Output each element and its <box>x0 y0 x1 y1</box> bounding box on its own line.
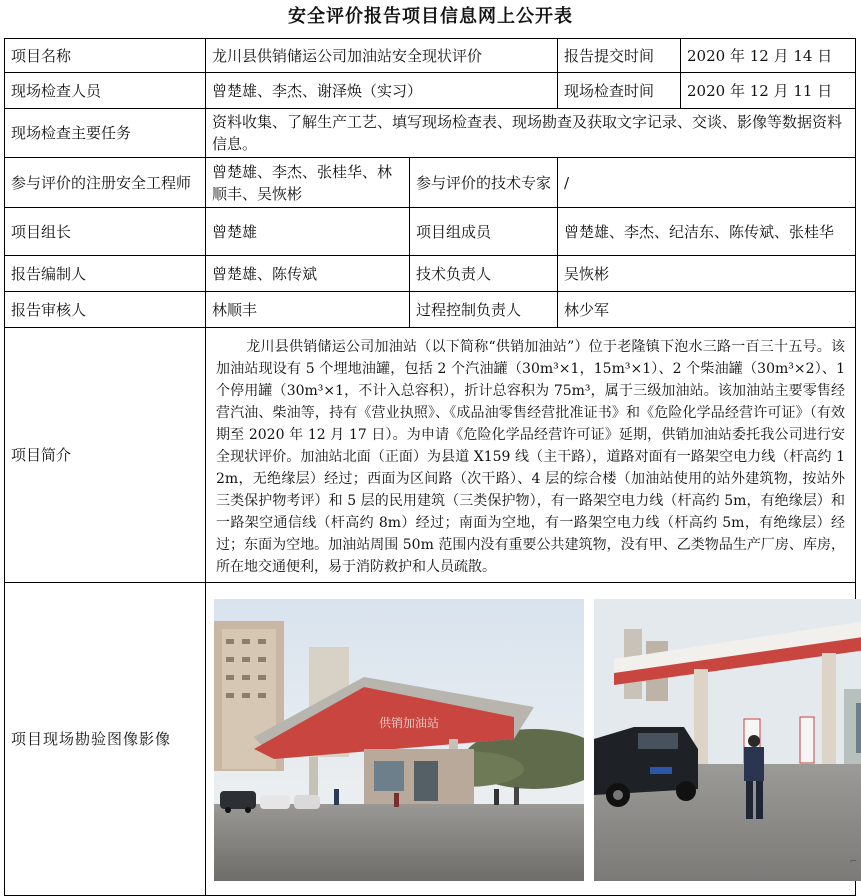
corner-mark: ⌐ <box>849 857 857 867</box>
reviewer-value: 林顺丰 <box>206 292 410 328</box>
site-photo-exterior <box>214 599 584 881</box>
row-author <box>5 256 856 292</box>
project-name-label: 项目名称 <box>5 39 206 73</box>
engineers-value: 曾楚雄、李杰、张桂华、林顺丰、吴恢彬 <box>206 158 410 208</box>
inspectors-value: 曾楚雄、李杰、谢泽焕（实习） <box>206 73 558 109</box>
submit-time-value: 2020 年 12 月 14 日 <box>681 39 856 73</box>
process-label: 过程控制负责人 <box>410 292 558 328</box>
exterior-photo-drawing <box>214 599 584 881</box>
tech-label: 技术负责人 <box>410 256 558 292</box>
forecourt-photo-drawing <box>594 599 861 881</box>
row-tasks <box>5 109 856 158</box>
members-label: 项目组成员 <box>410 208 558 256</box>
intro-text <box>206 328 856 583</box>
row-engineers <box>5 158 856 208</box>
photos-cell <box>206 583 856 896</box>
row-intro <box>5 328 856 583</box>
row-leader <box>5 208 856 256</box>
inspect-time-label: 现场检查时间 <box>558 73 681 109</box>
tech-value: 吴恢彬 <box>558 256 856 292</box>
page-title: 安全评价报告项目信息网上公开表 <box>288 6 573 27</box>
inspect-time-value: 2020 年 12 月 11 日 <box>681 73 856 109</box>
leader-label: 项目组长 <box>5 208 206 256</box>
intro-label: 项目简介 <box>5 328 206 583</box>
author-label: 报告编制人 <box>5 256 206 292</box>
tasks-value: 资料收集、了解生产工艺、填写现场检查表、现场勘查及获取文字记录、交谈、影像等数据资料信息。 <box>206 109 856 158</box>
site-photo-forecourt <box>594 599 861 881</box>
row-photos <box>5 583 856 896</box>
row-project-name <box>5 39 856 73</box>
row-reviewer <box>5 292 856 328</box>
photos-label: 项目现场勘验图像影像 <box>5 583 206 896</box>
experts-label: 参与评价的技术专家 <box>410 158 558 208</box>
process-value: 林少军 <box>558 292 856 328</box>
project-name-value: 龙川县供销储运公司加油站安全现状评价 <box>206 39 558 73</box>
members-value: 曾楚雄、李杰、纪洁东、陈传斌、张桂华 <box>558 208 856 256</box>
leader-value: 曾楚雄 <box>206 208 410 256</box>
tasks-label: 现场检查主要任务 <box>5 109 206 158</box>
submit-time-label: 报告提交时间 <box>558 39 681 73</box>
canopy-sign: 供销加油站 <box>379 716 440 730</box>
intro-body: 龙川县供销储运公司加油站（以下简称“供销加油站”）位于老隆镇下泡水三路一百三十五号。该加油站现设有 5 个埋地油罐，包括 2 个汽油罐（30m³×1，15m³×1）、2 个柴油罐（30m³×2）、1 个停用罐（30m³×1，不计入总容积），折计总容积为 75m³，属于三级加油站。该加油站主要零售经营汽油、柴油等，持有《营业执照》、《成品油零售经营批准证书》和《危险化学品经营许可证》（有效期至 2020 年 12 月 17 日）。为申请《危险化学品经营许可证》延期，供销加油站委托我公司进行安全现状评价。加油站北面（正面）为县道 X159 线（主干路），道路对面有一路架空电力线（杆高约 12m，无绝缘层）经过；西面为区间路（次干路）、4 层的综合楼（加油站使用的站外建筑物，按站外三类保护物考评）和 5 层的民用建筑（三类保护物），有一路架空电力线（杆高约 5m，有绝缘层）和一路架空通信线（杆高约 8m）经过；南面为空地，有一路架空电力线（杆高约 5m，有绝缘层）经过；东面为空地。加油站周围 50m 范围内没有重要公共建筑物，没有甲、乙类物品生产厂房、库房，所在地交通便利，易于消防救护和人员疏散。 <box>216 339 846 575</box>
engineers-label: 参与评价的注册安全工程师 <box>5 158 206 208</box>
author-value: 曾楚雄、陈传斌 <box>206 256 410 292</box>
experts-value: / <box>558 158 856 208</box>
info-table <box>4 38 856 896</box>
reviewer-label: 报告审核人 <box>5 292 206 328</box>
row-inspectors <box>5 73 856 109</box>
inspectors-label: 现场检查人员 <box>5 73 206 109</box>
